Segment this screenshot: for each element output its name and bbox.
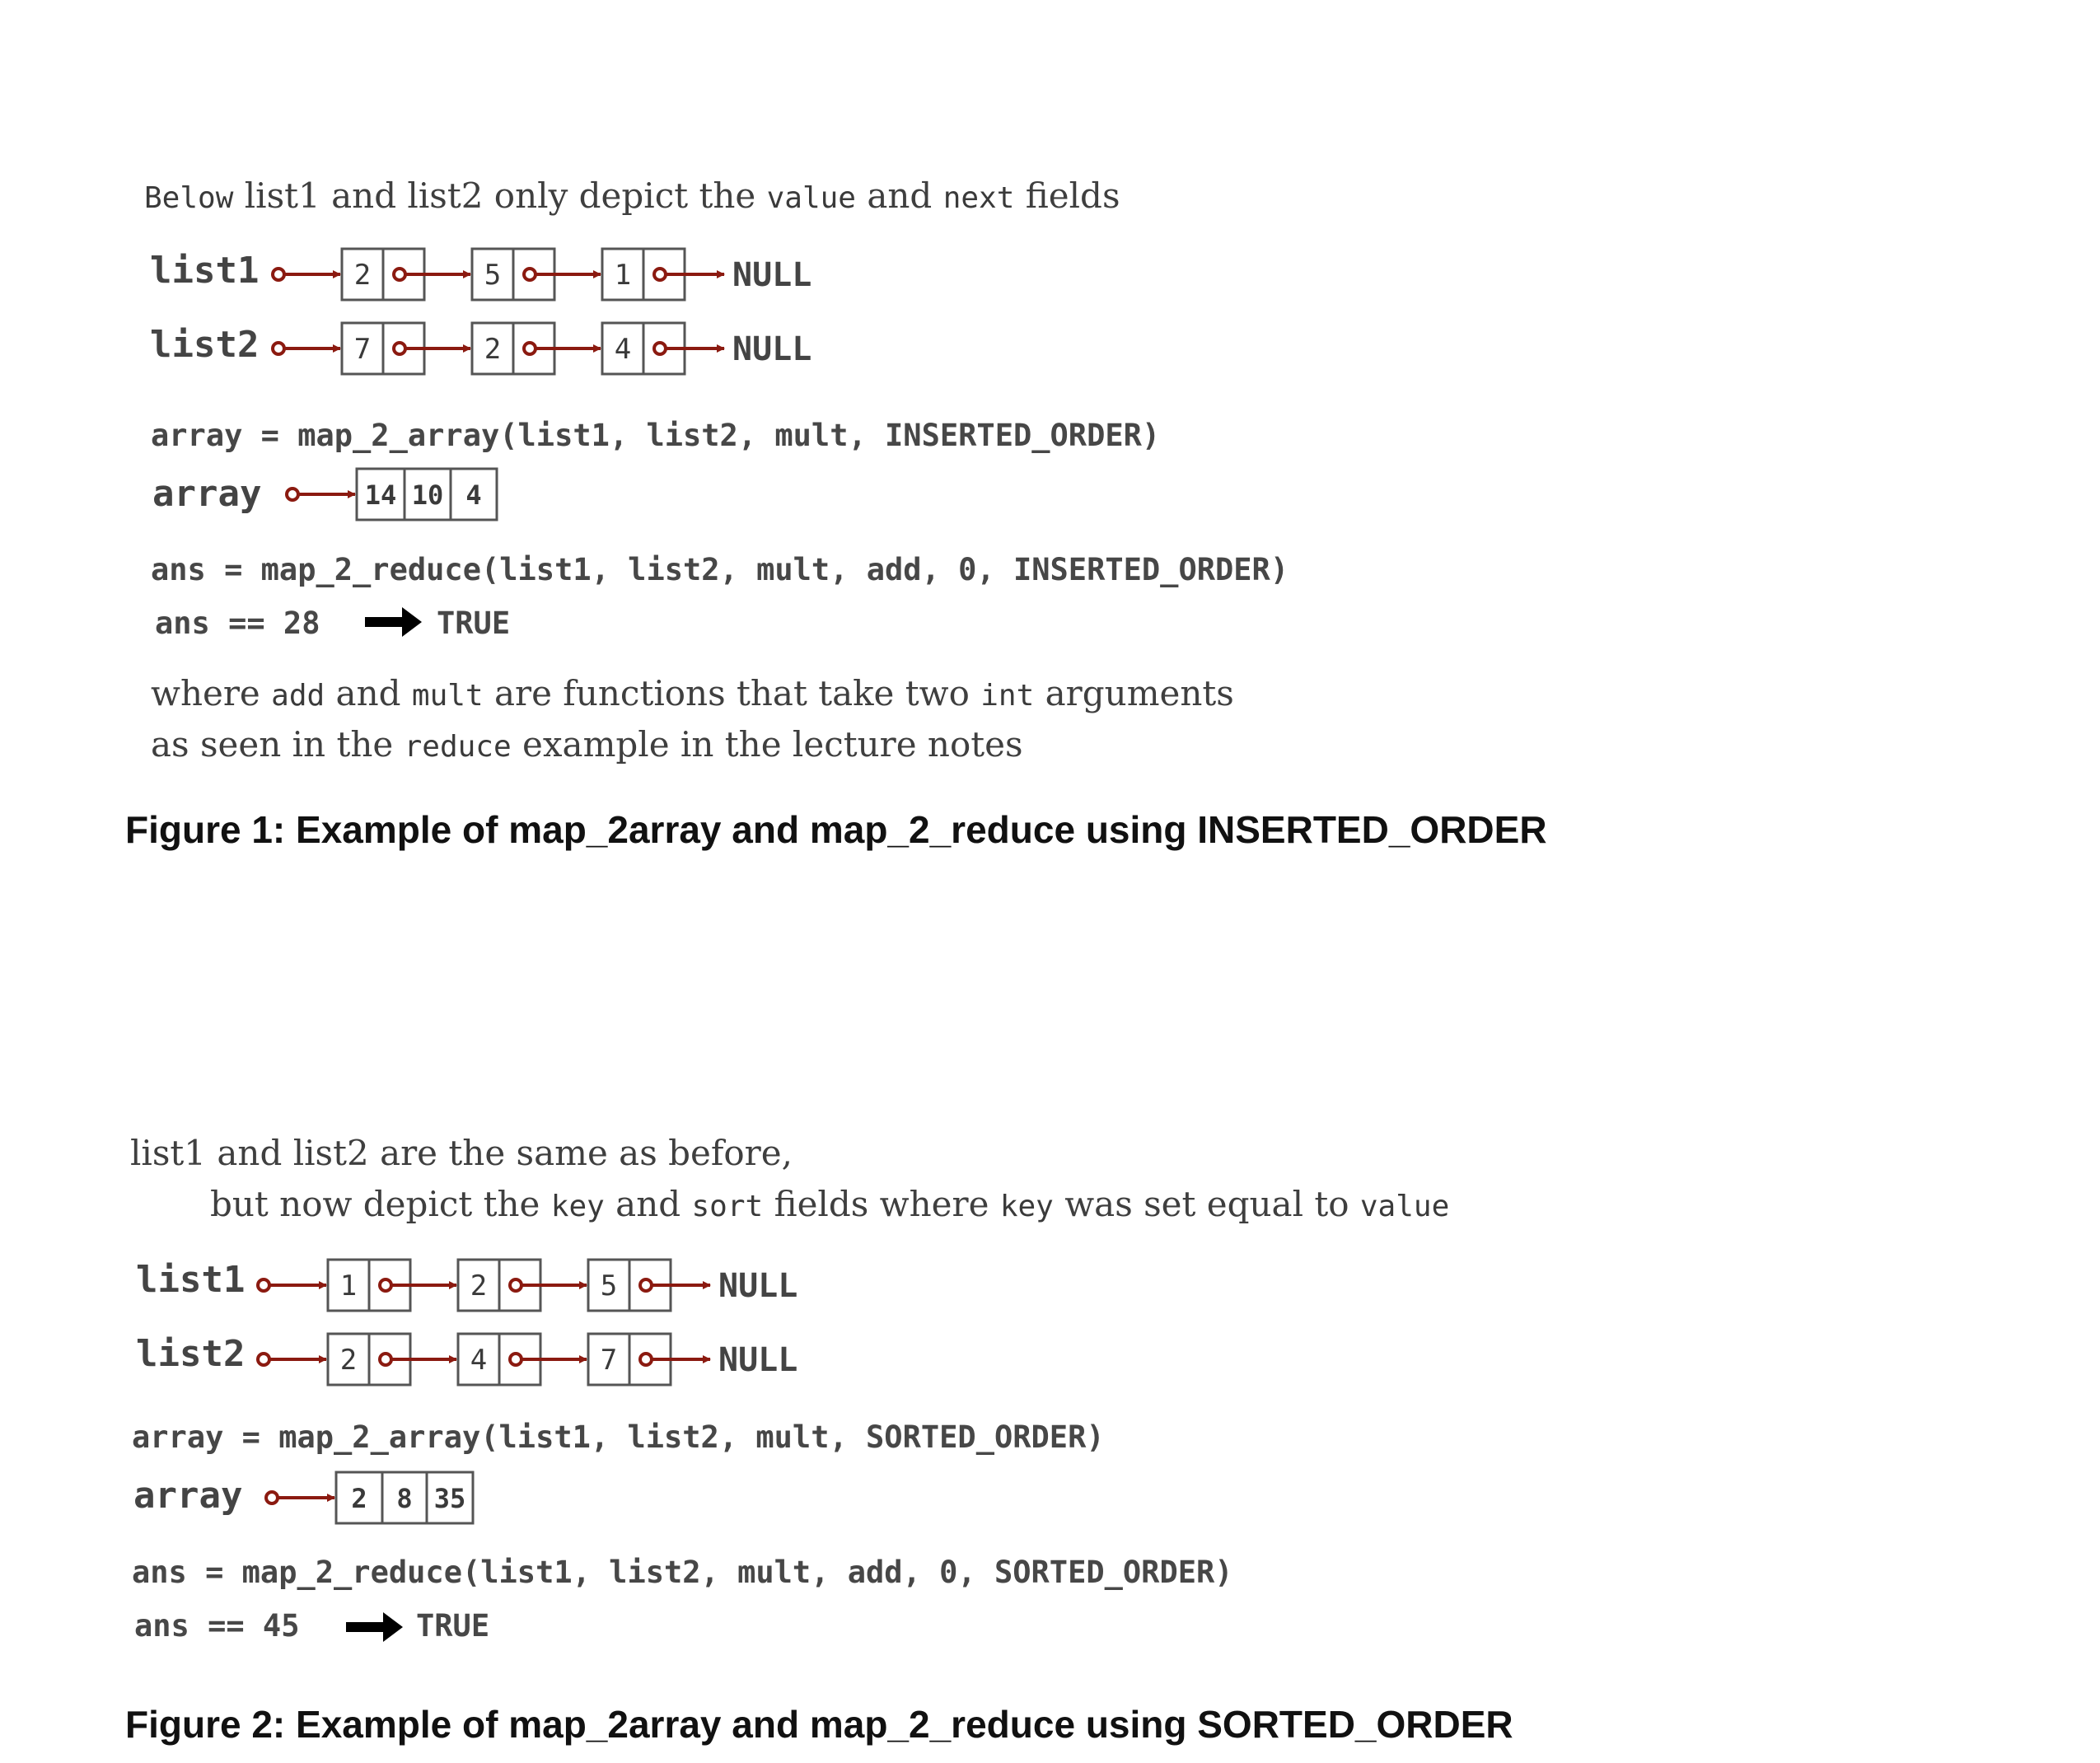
fig2-array-head-origin-dot (266, 1492, 278, 1503)
fig2-array-cell-1: 2 (351, 1483, 367, 1514)
fig2-intro2-c: and (615, 1184, 681, 1224)
fig2-list2-node-3-value: 7 (600, 1344, 618, 1377)
fig1-intro-w1: Below (144, 181, 234, 215)
fig1-note1-c: and (335, 673, 401, 713)
fig1-array-call: array = map_2_array(list1, list2, mult, INSERTED_ORDER) (151, 418, 1161, 453)
fig2-list1-label: list1 (136, 1259, 246, 1301)
fig1-note1-g: arguments (1045, 673, 1234, 713)
fig2-intro2-a: but now depict the (210, 1184, 540, 1224)
fig1-reduce-call: ans = map_2_reduce(list1, list2, mult, add, 0, INSERTED_ORDER) (151, 552, 1289, 587)
fig2-ans-result: TRUE (416, 1608, 490, 1644)
fig2-intro2-g: was set equal to (1064, 1184, 1349, 1224)
fig1-intro-w5: next (942, 181, 1015, 215)
fig1-note1-b: add (271, 679, 325, 713)
fig2-list1-head-origin-dot (258, 1279, 269, 1291)
fig1-note1-d: mult (411, 679, 484, 713)
fig1-note-line1 (151, 673, 1234, 713)
fig2-list2-label: list2 (136, 1333, 246, 1375)
fig2-array-call: array = map_2_array(list1, list2, mult, SORTED_ORDER) (132, 1419, 1105, 1455)
fig2-intro-line1: list1 and list2 are the same as before, (130, 1133, 793, 1173)
fig1-note1-f: int (980, 679, 1035, 713)
fig1-array-cell-2: 10 (411, 479, 444, 511)
fig2-list1-chain (258, 1260, 797, 1311)
fig2-implies-arrow (346, 1612, 403, 1642)
fig1-list1-head-origin-dot (273, 269, 284, 280)
fig1-array-cell-1: 14 (364, 479, 397, 511)
fig1-implies-arrow-shape (365, 607, 422, 637)
fig1-list1-chain (273, 249, 811, 300)
fig2-reduce-call: ans = map_2_reduce(list1, list2, mult, add, 0, SORTED_ORDER) (132, 1555, 1233, 1590)
fig1-note2-b: reduce (404, 730, 512, 764)
fig1-ans-result: TRUE (437, 606, 511, 641)
fig2-array-diagram (266, 1472, 473, 1523)
fig1-list2-node-3-value: 4 (614, 333, 632, 366)
fig2-implies-arrow-shape (346, 1612, 403, 1642)
fig2-intro-line2 (210, 1184, 1449, 1224)
fig1-array-head-origin-dot (287, 489, 298, 500)
fig2-ans-check: ans == 45 (134, 1608, 300, 1644)
fig1-list2-node-2-value: 2 (484, 333, 502, 366)
fig1-caption: Figure 1: Example of map_2array and map_2_reduce using INSERTED_ORDER (125, 808, 1547, 851)
fig1-array-diagram (287, 469, 497, 520)
fig1-intro-w2: list1 and list2 only depict the (244, 175, 756, 216)
fig2-list1-node-2-value: 2 (470, 1270, 488, 1302)
fig1-list1-node-1-value: 2 (353, 259, 372, 292)
fig1-intro-w4: and (867, 175, 933, 216)
fig2-intro2-f: key (999, 1190, 1054, 1223)
fig2-list2-head-origin-dot (258, 1354, 269, 1365)
fig1-note-line2 (151, 724, 1023, 765)
fig1-intro-w3: value (766, 181, 856, 215)
fig1-list1-label: list1 (150, 250, 260, 292)
fig1-note1-a: where (151, 673, 260, 713)
fig1-note2-c: example in the lecture notes (522, 724, 1023, 765)
fig1-array-cell-3: 4 (465, 479, 482, 511)
fig2-intro2-d: sort (691, 1190, 764, 1223)
fig2-intro2-e: fields where (774, 1184, 989, 1224)
fig1-note2-a: as seen in the (151, 724, 394, 765)
fig2-list2-node-1-value: 2 (339, 1344, 358, 1377)
fig1-ans-check: ans == 28 (155, 606, 320, 641)
fig2-list1-node-1-value: 1 (339, 1270, 358, 1302)
fig1-list1-node-3-value: 1 (614, 259, 632, 292)
fig2-list2-node-2-value: 4 (470, 1344, 488, 1377)
fig2-list1-node-3-value: 5 (600, 1270, 618, 1302)
fig1-list2-chain (273, 323, 811, 374)
fig2-list2-chain (258, 1334, 797, 1385)
fig1-note1-e: are functions that take two (493, 673, 970, 713)
fig2-array-cell-2: 8 (396, 1483, 413, 1514)
fig2-intro2-h: value (1359, 1190, 1450, 1223)
fig1-list2-head-origin-dot (273, 343, 284, 354)
fig2-intro2-b: key (550, 1190, 605, 1223)
fig2-caption: Figure 2: Example of map_2array and map_2_reduce using SORTED_ORDER (125, 1703, 1513, 1746)
fig1-list2-null-label: NULL (732, 330, 812, 368)
fig1-intro-w6: fields (1025, 175, 1120, 216)
fig1-list1-null-label: NULL (732, 256, 812, 294)
fig1-array-label: array (152, 473, 262, 515)
fig1-list1-node-2-value: 5 (484, 259, 502, 292)
fig2-list2-null-label: NULL (718, 1341, 798, 1379)
fig1-implies-arrow (365, 607, 422, 637)
fig2-array-label: array (133, 1475, 243, 1517)
fig2-list1-null-label: NULL (718, 1267, 798, 1305)
fig1-list2-node-1-value: 7 (353, 333, 372, 366)
fig1-list2-label: list2 (150, 324, 260, 366)
fig2-array-cell-3: 35 (433, 1483, 466, 1514)
